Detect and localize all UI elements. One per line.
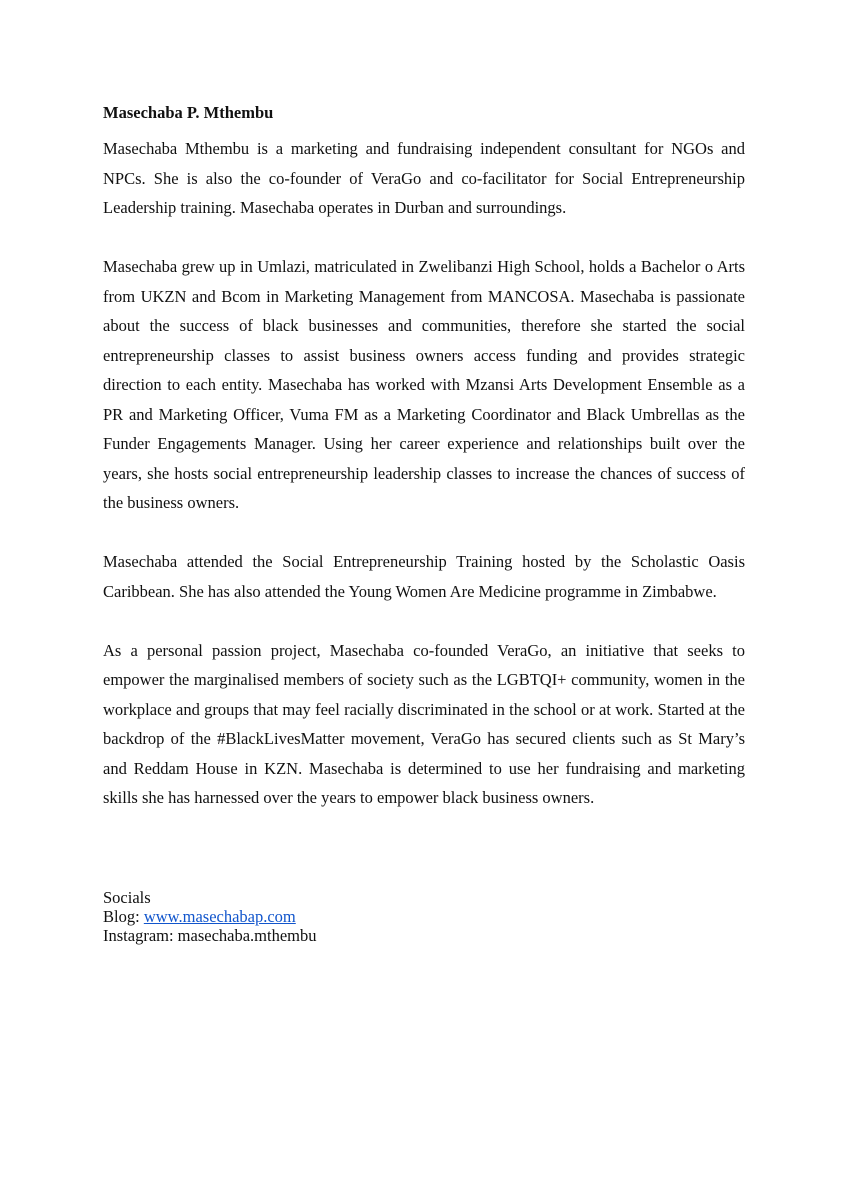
blog-line [103,907,317,926]
bio-paragraph-training: Masechaba attended the Social Entrepreneurship Training hosted by the Scholastic Oasis Caribbean. She has also attended the Young Women Are Medicine programme in Zimbabwe. [103,552,745,601]
document-body [103,98,745,842]
bio-paragraph-intro: Masechaba Mthembu is a marketing and fundraising independent consultant for NGOs and NPCs. She is also the co-founder of VeraGo and co-facilitator for Social Entrepreneurship Leadership training. Masechaba operates in Durban and surroundings. [103,139,745,217]
blog-label: Blog: [103,907,144,926]
socials-heading: Socials [103,888,151,907]
socials-section [103,888,317,945]
bio-paragraph-background: Masechaba grew up in Umlazi, matriculated in Zwelibanzi High School, holds a Bachelor o Arts from UKZN and Bcom in Marketing Management from MANCOSA. Masechaba is passionate about the success of black businesses and communities, therefore she started the social entrepreneurship classes to assist business owners access funding and provides strategic direction to each entity. Masechaba has worked with Mzansi Arts Development Ensemble as a PR and Marketing Officer, Vuma FM as a Marketing Coordinator and Black Umbrellas as the Funder Engagements Manager. Using her career experience and relationships built over the years, she hosts social entrepreneurship leadership classes to increase the chances of success of the business owners. [103,257,745,512]
bio-paragraph-verago: As a personal passion project, Masechaba co-founded VeraGo, an initiative that seeks to empower the marginalised members of society such as the LGBTQI+ community, women in the workplace and groups that may feel racially discriminated in the school or at work. Started at the backdrop of the #BlackLivesMatter movement, VeraGo has secured clients such as St Mary’s and Reddam House in KZN. Masechaba is determined to use her fundraising and marketing skills she has harnessed over the years to empower black business owners. [103,640,745,807]
instagram-line: Instagram: masechaba.mthembu [103,926,317,945]
blog-link[interactable]: www.masechabap.com [143,907,296,926]
document-title: Masechaba P. Mthembu [103,103,274,122]
